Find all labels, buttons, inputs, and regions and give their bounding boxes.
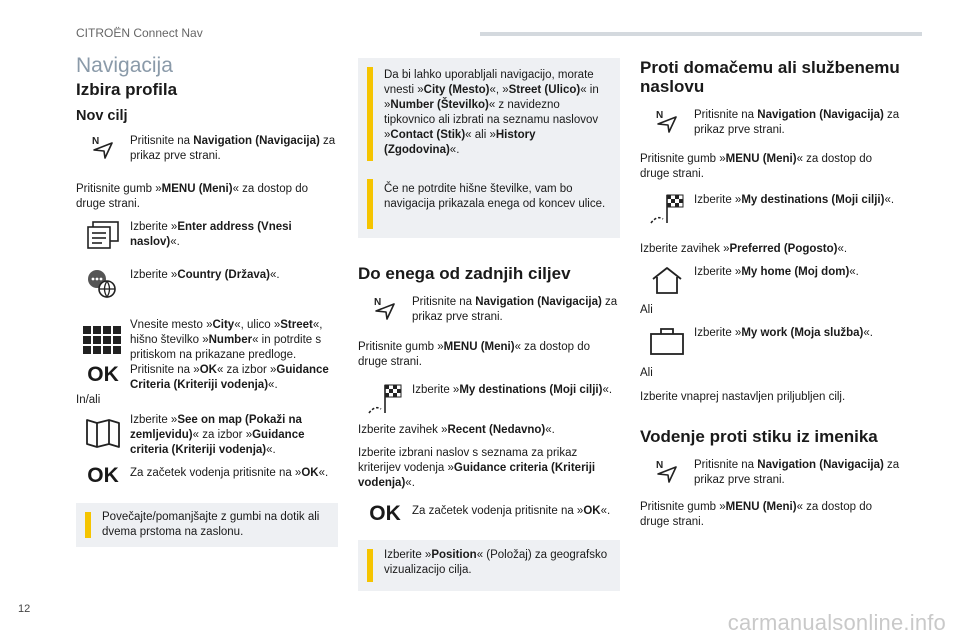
subheading-new-destination: Nov cilj	[76, 108, 128, 124]
step-navigation: N Pritisnite na Navigation (Navigacija) za prikaz prve strani.	[640, 458, 902, 488]
step-my-home: Izberite »My home (Moj dom)«.	[640, 265, 902, 295]
ok-icon: OK	[87, 363, 119, 386]
navigation-icon	[640, 108, 694, 134]
para-select-address: Izberite izbrani naslov s seznama za prikaz kriterijev vodenja »Guidance criteria (Kriteriji vodenja)«.	[358, 447, 596, 489]
step-city-street: Vnesite mesto »City«, ulico »Street«, hišno številko »Number« in potrdite s pritiskom na prikazane predloge.	[76, 318, 338, 363]
navigation-icon	[358, 295, 412, 321]
navigation-icon	[76, 134, 130, 160]
note-house-number: Če ne potrdite hišne številke, vam bo navigacija prikazala enega od koncev ulice.	[358, 170, 620, 238]
header-bar	[480, 32, 922, 36]
column-1	[76, 56, 338, 547]
para-recent-tab: Izberite zavihek »Recent (Nedavno)«.	[358, 424, 555, 436]
watermark: carmanualsonline.info	[727, 610, 946, 635]
note-zoom: Povečajte/pomanjšajte z gumbi na dotik ali dvema prstoma na zaslonu.	[76, 503, 338, 547]
column-3	[640, 56, 902, 530]
ok-icon: OK	[87, 464, 119, 487]
destination-flag-icon	[358, 383, 412, 417]
header-brand: CITROËN Connect Nav	[76, 26, 203, 40]
ok-icon: OK	[369, 502, 401, 525]
map-icon	[76, 413, 130, 449]
work-briefcase-icon	[640, 326, 694, 356]
destination-flag-icon	[640, 193, 694, 227]
text-or: Ali	[640, 367, 653, 379]
step-navigation: N Pritisnite na Navigation (Navigacija) za prikaz prve strani.	[358, 295, 620, 325]
svg-text:N: N	[656, 110, 664, 121]
step-my-work: Izberite »My work (Moja služba)«.	[640, 326, 902, 356]
para-menu: Pritisnite gumb »MENU (Meni)« za dostop do druge strani.	[640, 501, 873, 528]
svg-text:N: N	[92, 136, 100, 147]
home-icon	[640, 265, 694, 295]
navigation-icon	[640, 458, 694, 484]
note-address-input: Da bi lahko uporabljali navigacijo, morate vnesti »City (Mesto)«, »Street (Ulico)« in »Number (Številko)« z navidezno tipkovnico ali izbrati na seznamu naslovov »Contact (Stik)« ali »History (Zgodovina)«.	[358, 58, 620, 170]
step-country: Izberite »Country (Država)«.	[76, 268, 338, 300]
note-position: Izberite »Position« (Položaj) za geografsko vizualizacijo cilja.	[358, 540, 620, 591]
keypad-grid-icon	[76, 318, 130, 356]
step-ok-start: OK Za začetek vodenja pritisnite na »OK«.	[76, 466, 338, 483]
svg-text:N: N	[656, 460, 664, 471]
para-menu: Pritisnite gumb »MENU (Meni)« za dostop do druge strani.	[358, 341, 591, 368]
text-andor: In/ali	[76, 394, 101, 406]
para-preferred-tab: Izberite zavihek »Preferred (Pogosto)«.	[640, 243, 848, 255]
step-my-destinations: Izberite »My destinations (Moji cilji)«.	[358, 383, 620, 417]
para-preset-favorite: Izberite vnaprej nastavljen priljubljen cilj.	[640, 391, 846, 403]
step-see-on-map: Izberite »See on map (Pokaži na zemljevidu)« za izbor »Guidance criteria (Kriteriji vodenja)«.	[76, 413, 338, 458]
para-menu: Pritisnite gumb »MENU (Meni)« za dostop do druge strani.	[76, 183, 309, 210]
section-heading-recent: Do enega od zadnjih ciljev	[358, 264, 571, 283]
page-title: Navigacija	[76, 54, 173, 77]
text-or: Ali	[640, 304, 653, 316]
country-globe-icon	[76, 268, 130, 300]
step-navigation: N Pritisnite na Navigation (Navigacija) za prikaz prve strani.	[640, 108, 902, 138]
address-entry-icon	[76, 220, 130, 250]
section-heading-profile: Izbira profila	[76, 80, 178, 99]
para-menu: Pritisnite gumb »MENU (Meni)« za dostop do druge strani.	[640, 153, 873, 180]
page-number: 12	[18, 603, 31, 615]
step-navigation: N Pritisnite na Navigation (Navigacija) za prikaz prve strani.	[76, 134, 338, 164]
step-ok-start: OK Za začetek vodenja pritisnite na »OK«.	[358, 504, 620, 521]
section-heading-contact: Vodenje proti stiku iz imenika	[640, 427, 878, 446]
svg-text:N: N	[374, 297, 382, 308]
step-my-destinations: Izberite »My destinations (Moji cilji)«.	[640, 193, 902, 227]
column-2	[358, 56, 620, 591]
step-ok-guidance: OK Pritisnite na »OK« za izbor »Guidance Criteria (Kriteriji vodenja)«.	[76, 363, 338, 393]
section-heading-home-work: Proti domačemu ali službenemu naslovu	[640, 58, 900, 96]
step-enter-address: Izberite »Enter address (Vnesi naslov)«.	[76, 220, 338, 250]
